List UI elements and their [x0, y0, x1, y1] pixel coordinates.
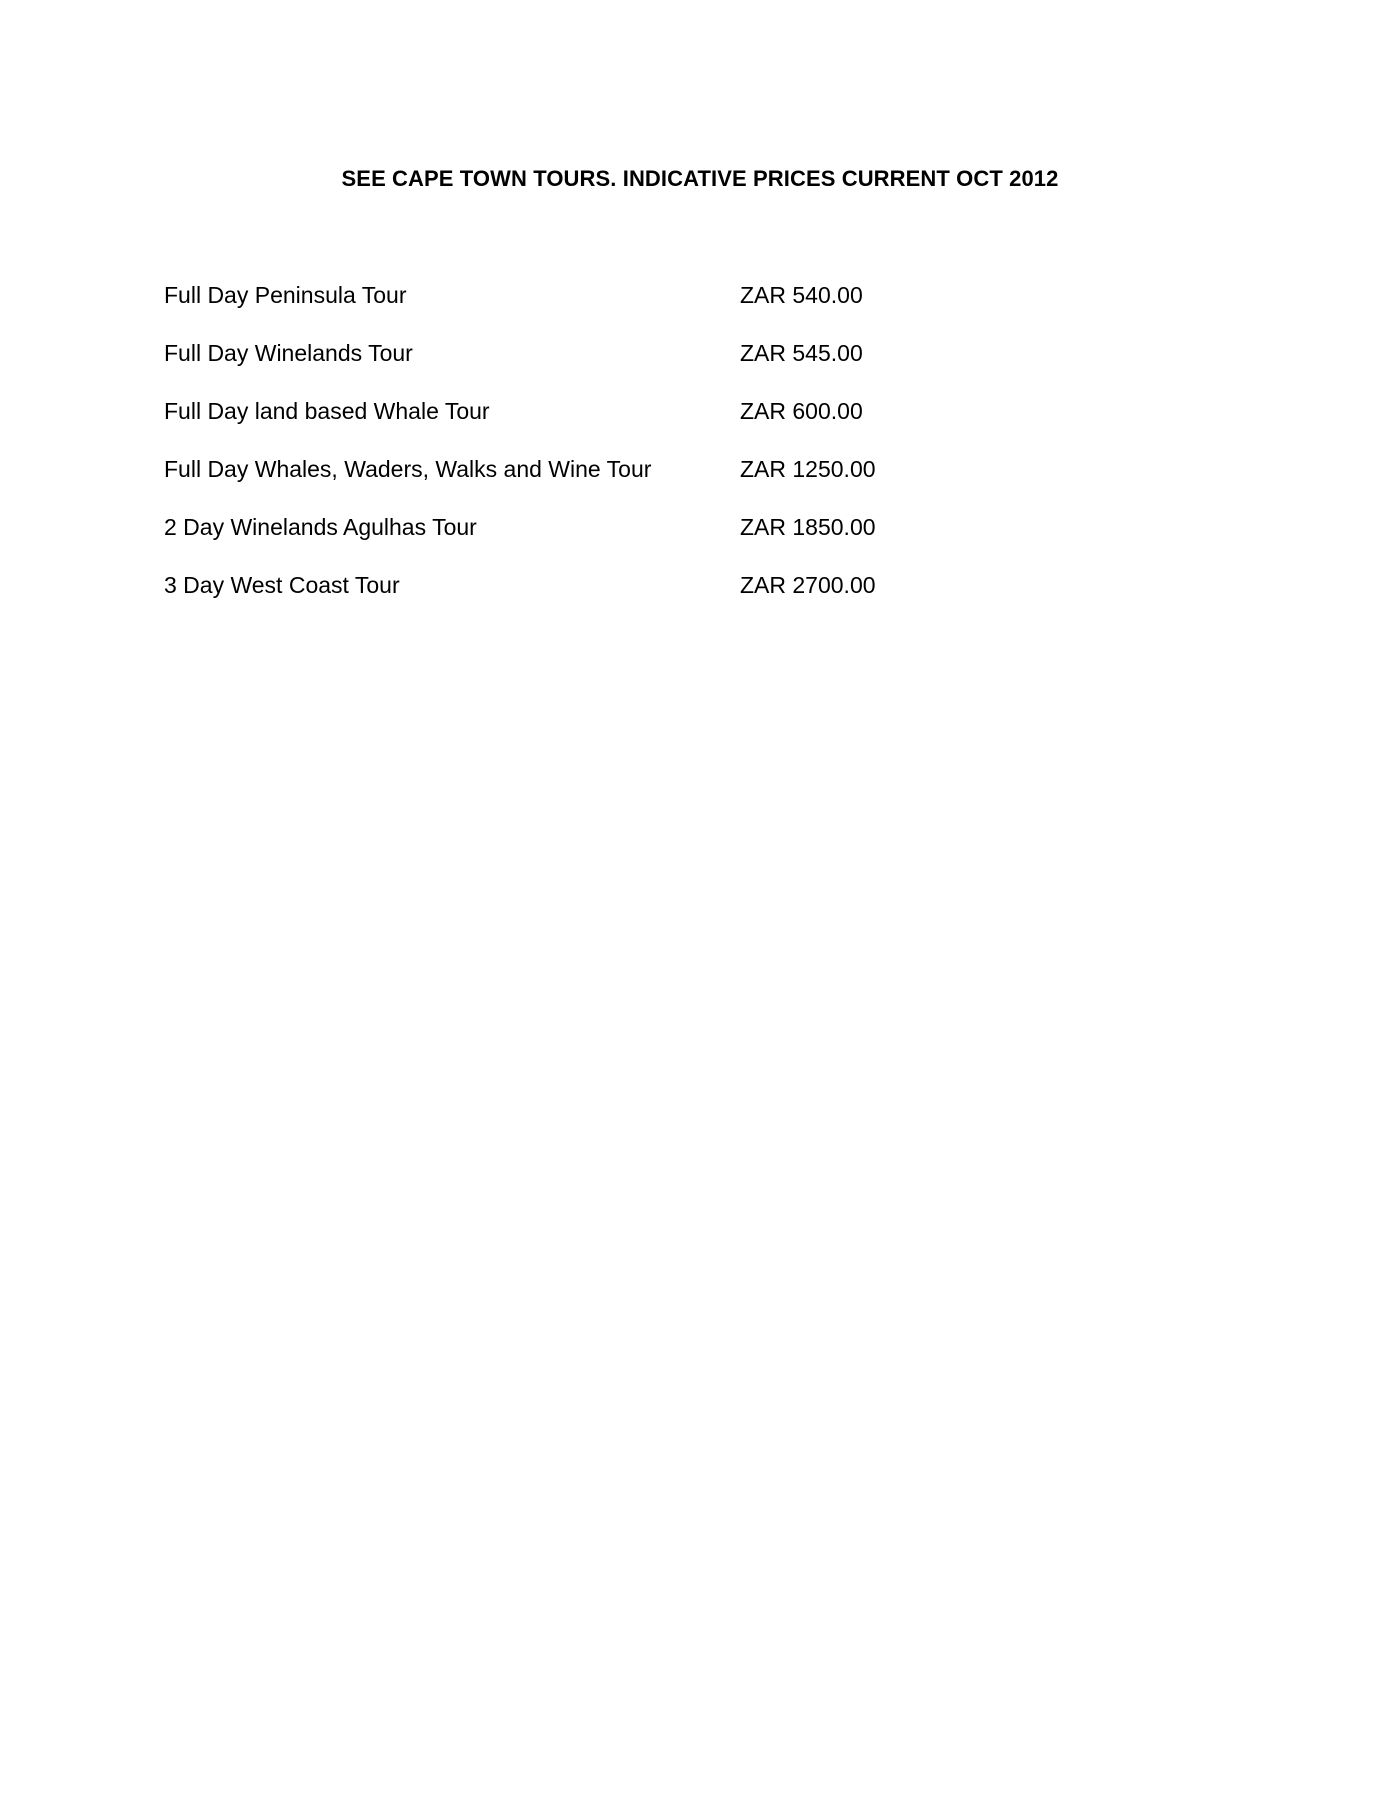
- tour-price-list: [164, 280, 1064, 628]
- document-title: SEE CAPE TOWN TOURS. INDICATIVE PRICES CURRENT OCT 2012: [341, 166, 1059, 191]
- tour-row: [164, 454, 1064, 512]
- tour-price: ZAR 540.00: [740, 282, 863, 308]
- tour-row: [164, 280, 1064, 338]
- tour-row: [164, 338, 1064, 396]
- tour-price: ZAR 545.00: [740, 340, 863, 366]
- tour-name: 3 Day West Coast Tour: [164, 572, 400, 598]
- tour-name: Full Day Whales, Waders, Walks and Wine Tour: [164, 456, 652, 482]
- tour-price: ZAR 1850.00: [740, 514, 876, 540]
- tour-name: Full Day Peninsula Tour: [164, 282, 407, 308]
- tour-price: ZAR 2700.00: [740, 572, 876, 598]
- tour-name: 2 Day Winelands Agulhas Tour: [164, 514, 477, 540]
- tour-row: [164, 570, 1064, 628]
- tour-name: Full Day Winelands Tour: [164, 340, 413, 366]
- tour-row: [164, 396, 1064, 454]
- tour-name: Full Day land based Whale Tour: [164, 398, 490, 424]
- tour-price: ZAR 600.00: [740, 398, 863, 424]
- tour-row: [164, 512, 1064, 570]
- tour-price: ZAR 1250.00: [740, 456, 876, 482]
